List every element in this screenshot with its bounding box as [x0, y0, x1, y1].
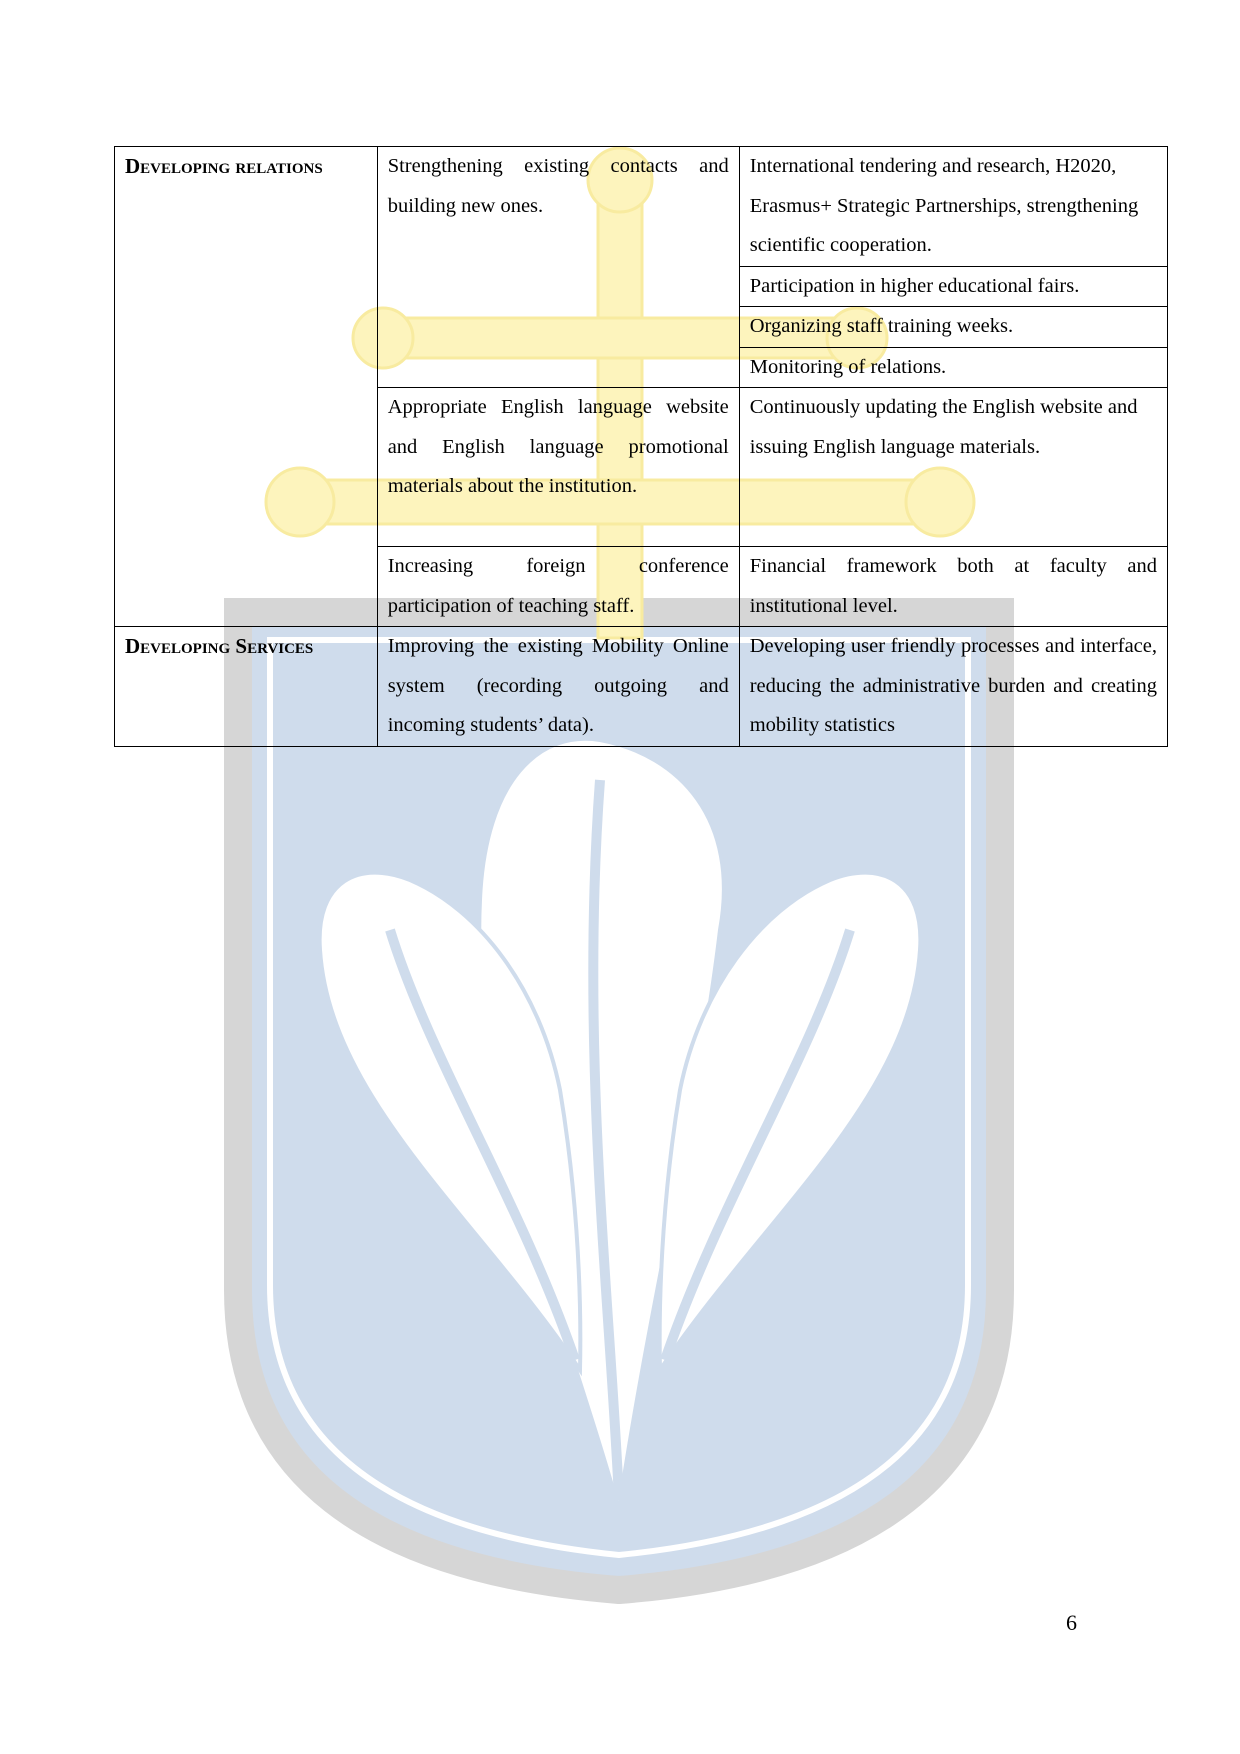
action-cell [739, 388, 1167, 547]
action-text: Participation in higher educational fairs. [749, 274, 1080, 297]
action-cell [739, 147, 1167, 267]
table-row [115, 627, 1168, 747]
action-cell [739, 307, 1167, 348]
action-cell [739, 547, 1167, 627]
objective-text: Improving the existing Mobility Online system (recording outgoing and incoming students’ data). [387, 635, 729, 736]
area-label: Developing relations [125, 154, 323, 178]
action-text: Organizing staff training weeks. [749, 315, 1014, 337]
action-text: Continuously updating the English website and issuing English language materials. [749, 396, 1138, 458]
objective-cell [377, 147, 739, 388]
action-text: Developing user friendly processes and interface, reducing the administrative burden and creating mobility statistics [749, 635, 1157, 736]
page-number: 6 [1066, 1610, 1077, 1635]
action-cell [739, 627, 1167, 747]
action-cell [739, 347, 1167, 388]
objective-text: Appropriate English language website and English language promotional materials about the institution. [387, 396, 729, 497]
table-row [115, 147, 1168, 267]
objective-cell [377, 627, 739, 747]
objective-cell [377, 388, 739, 547]
action-text: International tendering and research, H2020, Erasmus+ Strategic Partnerships, strengthening scientific cooperation. [749, 155, 1139, 256]
actions-table [114, 146, 1168, 747]
action-text: Monitoring of relations. [749, 355, 947, 378]
area-heading-relations [115, 147, 378, 627]
action-text: Financial framework both at faculty and institutional level. [749, 555, 1157, 617]
objective-cell [377, 547, 739, 627]
action-cell [739, 266, 1167, 307]
area-label: Developing Services [125, 634, 314, 658]
objective-text: Strengthening existing contacts and building new ones. [387, 155, 729, 217]
objective-text: Increasing foreign conference participation of teaching staff. [387, 555, 729, 617]
area-heading-services [115, 627, 378, 747]
